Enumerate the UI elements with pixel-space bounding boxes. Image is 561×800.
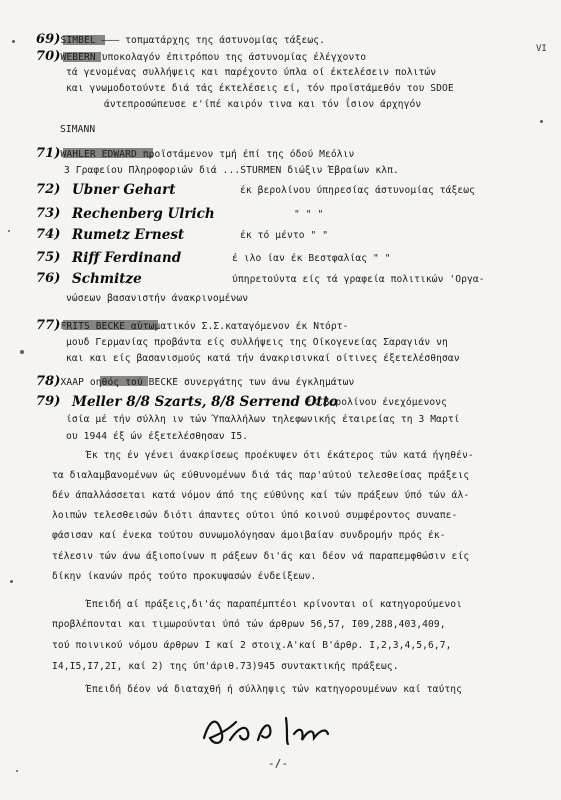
margin-note: VI bbox=[536, 44, 547, 54]
text-line: SIMANN bbox=[60, 124, 96, 135]
scan-speck bbox=[20, 350, 24, 354]
paragraph-line: προβλέπονται και τιμωρούνται ύπό τών άρθρων 56,57, Ι09,288,403,409, bbox=[52, 619, 446, 630]
entry-number: 79) bbox=[36, 394, 61, 409]
entry-77 bbox=[36, 320, 348, 333]
entry-text: WAHLER EDWARD προϊστάμενον τμή έπί της όδού Μεόλιν bbox=[60, 149, 355, 160]
entry-74 bbox=[36, 229, 61, 242]
page-footer-mark: -/- bbox=[268, 757, 289, 770]
scan-speck bbox=[540, 120, 543, 123]
paragraph-line: τέλεσιν τών άνω άξιοποίνων π ράξεων δι'άς και δέον νά παραπεμφθώσιν είς bbox=[52, 551, 470, 562]
text-line: 3 Γραφείου Πληροφοριών διά ...STURMEN διώξιν Έβραίων κλπ. bbox=[64, 165, 399, 176]
paragraph-line: τού ποινικού νόμου άρθρων Ι καί 2 στοιχ.Α'καί Β'άρθρ. Ι,2,3,4,5,6,7, bbox=[52, 640, 452, 651]
text-line: και γνωμοδοτούντε διά τάς έκτελέσεις εί, τόν προϊστάμεθόν του SDOE bbox=[66, 83, 454, 94]
entry-text: έκ βερολίνου ύπηρεσίας άστυνομίας τάξεως bbox=[240, 185, 476, 196]
entry-text: WEBERN υποκολαγόν έπιτρόπου της άστυνομίας έλέγχοντο bbox=[60, 52, 367, 63]
entry-number: 73) bbox=[36, 206, 61, 221]
paragraph-line: δέν άπαλλάσσεται κατά νόμον άπό της εύθύνης καί τών πράξεων ύπό τών άλ- bbox=[52, 490, 470, 501]
paragraph-line: Έπειδή δέον νά διαταχθή ή σύλληψις τών κατηγορουμένων καί ταύτης bbox=[86, 684, 463, 695]
text-line: νώσεων βασανιστήν άνακρινομένων bbox=[66, 293, 249, 304]
scan-speck bbox=[12, 40, 15, 43]
paragraph-line: Έκ της έν γένει άνακρίσεως προέκυψεν ότι έκάτερος τών κατά ήγηθέν- bbox=[86, 450, 474, 461]
entry-number: 77) bbox=[36, 318, 61, 333]
paragraph-line: τα διαλαμβανομένων ώς εύθυνομένων διά τάς παρ'αύτού τελεσθείσας πράξεις bbox=[52, 470, 470, 481]
entry-72 bbox=[36, 184, 61, 197]
scan-speck bbox=[16, 770, 18, 772]
handwritten-name: Schmitze bbox=[72, 271, 142, 287]
paragraph-line: λοιπών τελεσθεισών διότι άπαντες ούτοι ύπό κοινού συμφέροντος συναπε- bbox=[52, 510, 458, 521]
entry-70 bbox=[36, 51, 366, 64]
handwritten-name: Riff Ferdinand bbox=[72, 250, 182, 266]
handwritten-name: Rechenberg Ulrich bbox=[72, 206, 215, 222]
paragraph-line: φάσισαν καί ένεκα τούτου συνωμολόγησαν άμοιβαίαν συνδρομήν πρός έκ- bbox=[52, 530, 446, 541]
entry-78 bbox=[36, 376, 354, 389]
scan-speck bbox=[8, 230, 10, 232]
entry-79 bbox=[36, 396, 61, 409]
entry-number: 74) bbox=[36, 227, 61, 242]
scan-speck bbox=[10, 580, 13, 583]
text-line: και και είς βασανισμούς κατά τήν άνακρισινκαί οίτινες έξετελέσθησαν bbox=[66, 353, 460, 364]
entry-text: έ ιλο ίαν έκ Βεστφαλίας " " bbox=[232, 253, 391, 264]
paragraph-line: Έπειδή αί πράξεις,δι'άς παραπέμπτέοι κρίνονται οί κατηγορούμενοι bbox=[86, 599, 463, 610]
text-line: τά γενομένας συλλήψεις και παρέχοντο ύπλα οί έκτελέσειν πολιτών bbox=[66, 67, 437, 78]
paragraph-line: δίκην ίκανών πρός τούτο προκυψασών ένδείξεων. bbox=[52, 571, 317, 582]
entry-number: 71) bbox=[36, 146, 61, 161]
entry-number: 78) bbox=[36, 374, 61, 389]
entry-number: 75) bbox=[36, 250, 61, 265]
entry-76 bbox=[36, 273, 61, 286]
entry-text: FRITS BECKE αὐτωματικόν Σ.Σ.καταγόμενον έκ Ντόρτ- bbox=[60, 321, 349, 332]
entry-number: 76) bbox=[36, 271, 61, 286]
text-line: μουδ Γερμανίας προβάντα είς συλλήψεις της Οίκογενείας Σαραγιάν νη bbox=[66, 337, 448, 348]
text-line: ου 1944 έξ ών έξετελέσθησαν Ι5. bbox=[66, 431, 249, 442]
entry-75 bbox=[36, 252, 61, 265]
paragraph-line: Ι4,Ι5,Ι7,2Ι, καί 2) της ύπ'άριθ.73)945 συντακτικής πράξεως. bbox=[52, 661, 399, 672]
entry-text: " " " bbox=[294, 209, 324, 220]
entry-number: 72) bbox=[36, 182, 61, 197]
entry-text: έκ τό μέντο " " bbox=[240, 230, 329, 241]
text-line: ίσία μέ τήν σύλλη ιν τών Ύπαλλήλων τηλεφωνικής έταιρείας τη 3 Μαρτί bbox=[66, 414, 460, 425]
entry-69 bbox=[36, 34, 325, 47]
entry-number: 69) bbox=[36, 32, 61, 47]
handwritten-name: Rumetz Ernest bbox=[72, 227, 185, 243]
entry-text: XAAP οηθός τού BECKE συνεργάτης των άνω έγκλημάτων bbox=[60, 377, 355, 388]
entry-text: SIMBEL ——— τοπματάρχης της άστυνομίας τάξεως. bbox=[60, 35, 325, 46]
entry-text: ύπηρετούντα είς τά γραφεία πολιτικών 'Οργα- bbox=[232, 274, 485, 285]
entry-text: έκ βερολίνου ένεχόμενονς bbox=[306, 397, 448, 408]
entry-number: 70) bbox=[36, 49, 61, 64]
handwritten-signature bbox=[196, 704, 356, 754]
handwritten-name: Ubner Gehart bbox=[72, 182, 176, 198]
entry-71 bbox=[36, 148, 354, 161]
handwritten-name: Meller 8/8 Szarts, 8/8 Serrend Otto bbox=[72, 394, 338, 410]
text-line: άντεπροσώπευσε ε'ίπέ καιρόν τινα και τόν ΐσιον άρχηγόν bbox=[104, 99, 422, 110]
entry-73 bbox=[36, 208, 61, 221]
